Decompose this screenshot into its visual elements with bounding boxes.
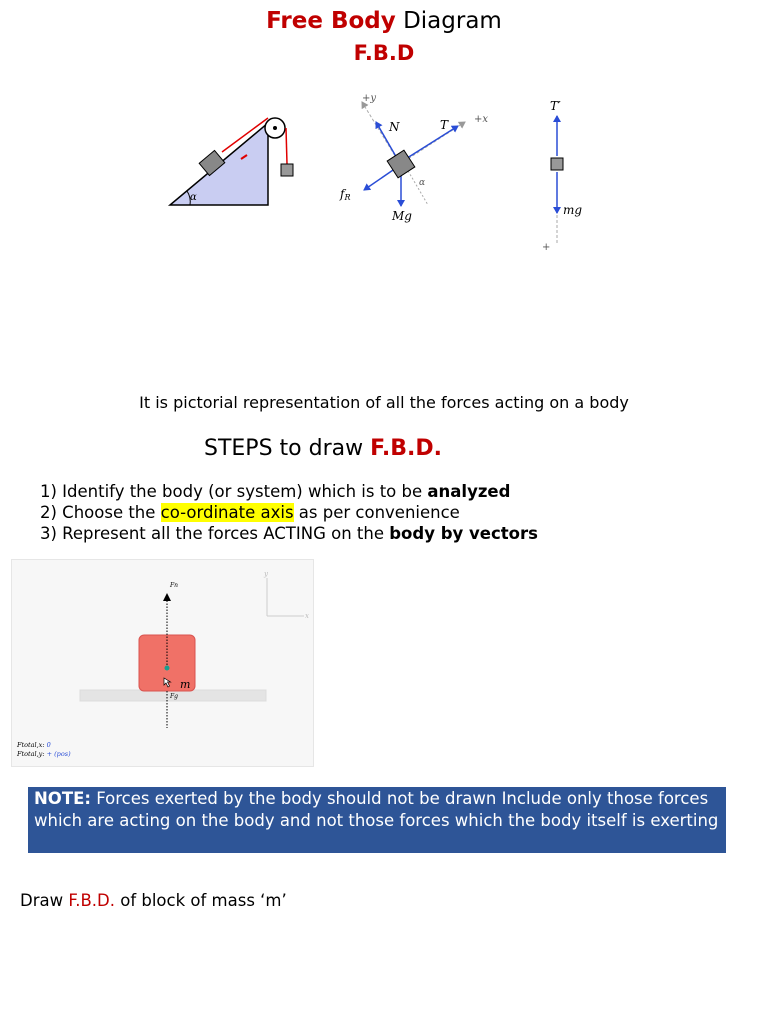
normal-label: N — [389, 120, 400, 134]
title-free-body: Free Body — [266, 8, 396, 34]
sim-mass-label: m — [180, 678, 191, 691]
hang-tension-label: T′ — [550, 99, 561, 113]
hang-axis-label: + — [542, 242, 551, 253]
page-title — [0, 8, 768, 34]
hang-weight-label: mg — [563, 203, 583, 217]
hang-block — [551, 158, 563, 170]
step-3: 3) Represent all the forces ACTING on the body by vectors — [40, 524, 538, 543]
sim-fn-label: Fn — [170, 582, 179, 589]
draw-instruction: Draw F.B.D. of block of mass ‘m’ — [20, 891, 287, 910]
sim-readout-x: Ftotal,x: 0 — [17, 741, 51, 749]
page-subtitle: F.B.D — [353, 41, 415, 65]
step-2: 2) Choose the co-ordinate axis as per convenience — [40, 503, 460, 522]
step-1: 1) Identify the body (or system) which is to be analyzed — [40, 482, 511, 501]
pulley-axle — [273, 126, 277, 130]
steps-heading: STEPS to draw F.B.D. — [204, 436, 442, 461]
title-diagram: Diagram — [403, 8, 502, 34]
friction-label: fR — [340, 187, 351, 202]
tension-label: T — [440, 118, 449, 132]
block-fbd — [339, 93, 488, 223]
sim-fg-label: Fg — [170, 693, 179, 700]
block-free — [387, 150, 415, 178]
note-label: NOTE: — [34, 789, 91, 808]
hanging-mass — [281, 164, 293, 176]
sim-axis-x-label: x — [305, 612, 309, 620]
sim-axis-y-label: y — [264, 570, 268, 578]
definition-text: It is pictorial representation of all the forces acting on a body — [139, 393, 629, 412]
sim-center-point — [165, 666, 170, 671]
incline-diagram — [170, 118, 293, 205]
axis-y-label: +y — [362, 93, 377, 104]
tension-vector — [404, 126, 458, 160]
axis-x-label: +x — [474, 114, 489, 125]
hanging-fbd — [542, 99, 582, 253]
friction-vector — [364, 168, 396, 190]
fbd-diagram — [0, 80, 768, 260]
rope-hanging — [286, 128, 287, 164]
note-box — [28, 787, 726, 853]
incline-angle-label: α — [190, 192, 197, 203]
note-text: Forces exerted by the body should not be drawn Include only those forces which are acting on the body and not those forces which the body itself is exerting — [34, 789, 719, 830]
sim-diagram — [12, 560, 315, 768]
weight-label: Mg — [392, 209, 412, 223]
simulation-panel — [11, 559, 314, 767]
block-angle-label: α — [419, 178, 426, 188]
highlight-axis: co-ordinate axis — [160, 503, 294, 522]
sim-readout-y: Ftotal,y: + (pos) — [17, 750, 71, 758]
